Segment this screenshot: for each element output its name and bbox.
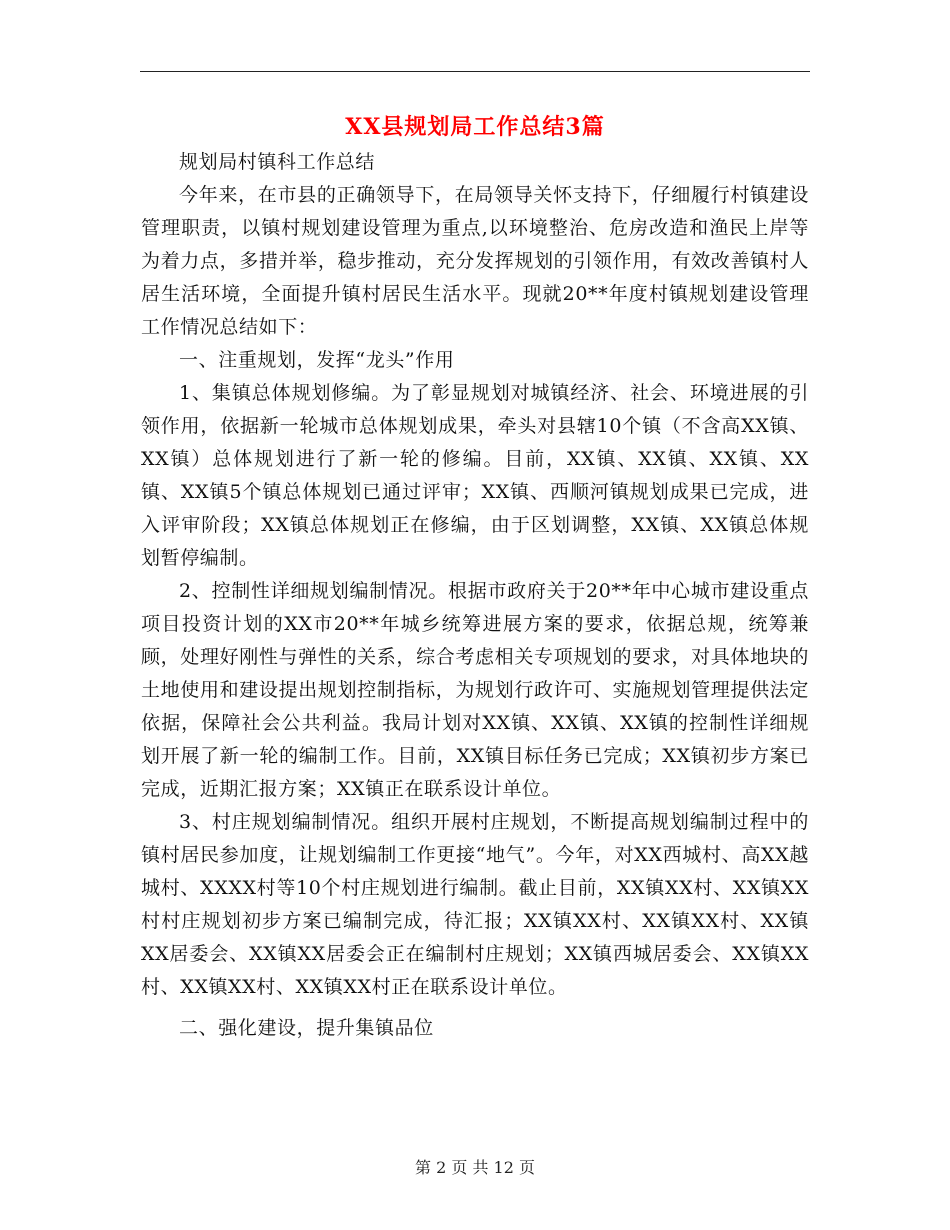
page-number: 第 2 页 共 12 页	[415, 1158, 535, 1177]
section-heading-2: 二、强化建设，提升集镇品位	[179, 1017, 434, 1039]
section-heading-1: 一、注重规划，发挥“龙头”作用	[179, 349, 455, 371]
document-body	[141, 146, 809, 1045]
document-title: XX县规划局工作总结3篇	[345, 114, 605, 140]
body-paragraph-2: 2、控制性详细规划编制情况。根据市政府关于20**年中心城市建设重点项目投资计划的XX市20**年城乡统筹进展方案的要求，依据总规，统筹兼顾，处理好刚性与弹性的关系，综合考虑相关专项规划的要求，对具体地块的土地使用和建设提出规划控制指标，为规划行政许可、实施规划管理提供法定依据，保障社会公共利益。我局计划对XX镇、XX镇、XX镇的控制性详细规划开展了新一轮的编制工作。目前，XX镇目标任务已完成；XX镇初步方案已完成，近期汇报方案；XX镇正在联系设计单位。	[141, 580, 809, 800]
intro-paragraph: 今年来，在市县的正确领导下，在局领导关怀支持下，仔细履行村镇建设管理职责，以镇村规划建设管理为重点,以环境整治、危房改造和渔民上岸等为着力点，多措并举，稳步推动，充分发挥规划的引领作用，有效改善镇村人居生活环境，全面提升镇村居民生活水平。现就20**年度村镇规划建设管理工作情况总结如下：	[141, 184, 809, 338]
body-paragraph-1: 1、集镇总体规划修编。为了彰显规划对城镇经济、社会、环境进展的引领作用，依据新一轮城市总体规划成果，牵头对县辖10个镇（不含高XX镇、XX镇）总体规划进行了新一轮的修编。目前，XX镇、XX镇、XX镇、XX镇、XX镇5个镇总体规划已通过评审；XX镇、西顺河镇规划成果已完成，进入评审阶段；XX镇总体规划正在修编，由于区划调整，XX镇、XX镇总体规划暂停编制。	[141, 382, 809, 569]
subtitle-paragraph: 规划局村镇科工作总结	[179, 151, 376, 173]
body-paragraph-3: 3、村庄规划编制情况。组织开展村庄规划，不断提高规划编制过程中的镇村居民参加度，让规划编制工作更接“地气”。今年，对XX西城村、高XX越城村、XXXX村等10个村庄规划进行编制。截止目前，XX镇XX村、XX镇XX村村庄规划初步方案已编制完成，待汇报；XX镇XX村、XX镇XX村、XX镇XX居委会、XX镇XX居委会正在编制村庄规划；XX镇西城居委会、XX镇XX村、XX镇XX村、XX镇XX村正在联系设计单位。	[141, 811, 809, 998]
header-rule	[140, 71, 810, 72]
